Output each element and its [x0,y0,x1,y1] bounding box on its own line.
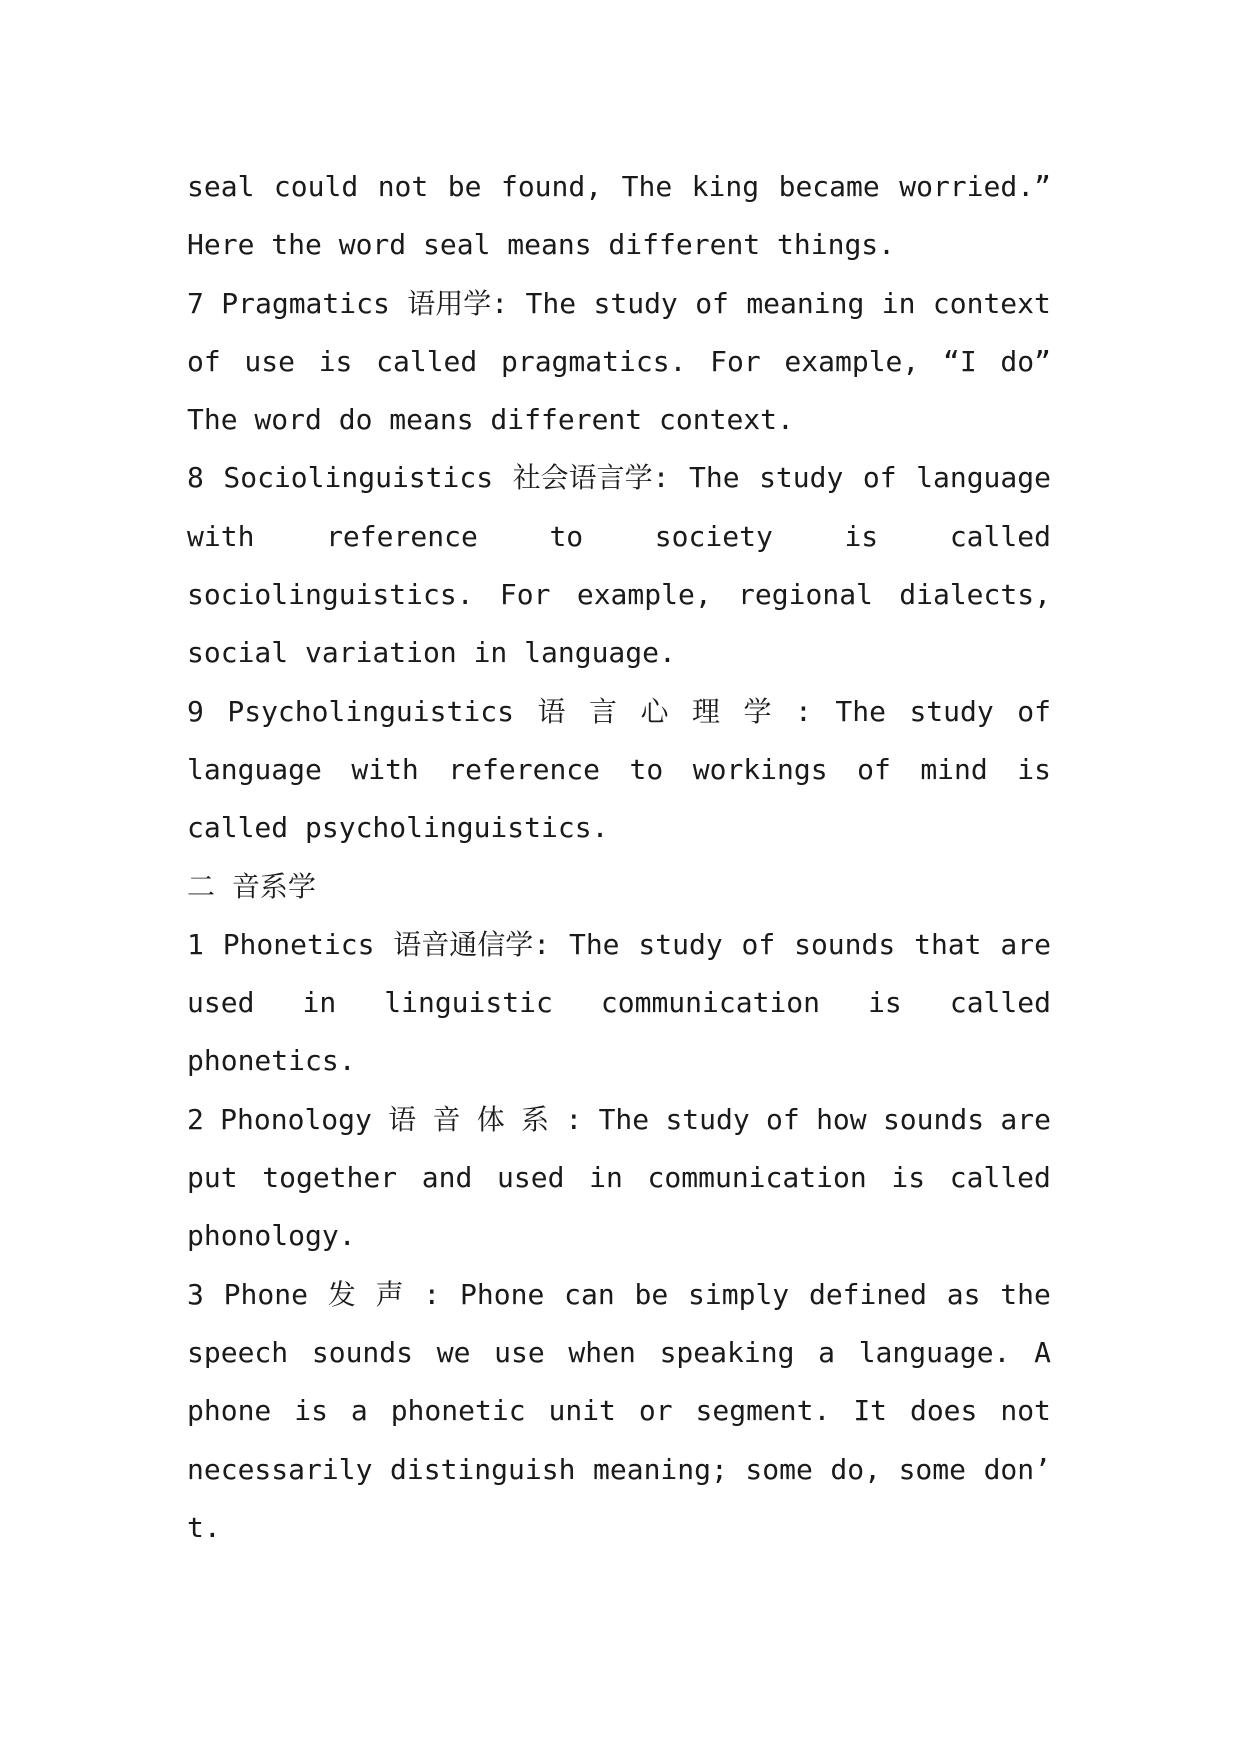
word: to [549,519,584,553]
text-line [187,683,1051,741]
word: some [898,1452,966,1486]
paragraph-phonetics [187,916,1051,1091]
word: study [593,286,678,320]
word: used [187,986,255,1020]
word: of [857,752,891,786]
word: study [665,1102,750,1136]
word: context [932,286,1051,320]
word: 9 [187,694,204,728]
word: meaning [746,286,865,320]
word: speaking [659,1335,795,1369]
word: sociolinguistics. [187,578,474,612]
text-line [187,566,1051,624]
word: society [654,519,773,553]
word: are [1000,1102,1051,1136]
word: called psycholinguistics. [187,811,609,845]
word: Phone [223,1277,308,1311]
word: be [634,1277,669,1311]
word: social variation in language. [187,636,676,670]
word: how [816,1102,867,1136]
word: regional [738,578,873,612]
word: 二 音系学 [187,869,316,903]
word: simply [688,1277,790,1311]
word: For [499,578,551,612]
word: mind [920,752,988,786]
word: : [565,1102,583,1136]
word: are [1000,927,1051,961]
word: distinguish [390,1452,576,1486]
word: a [818,1335,835,1369]
word: unit [548,1394,616,1428]
word: 发 [327,1277,356,1311]
word: the [1000,1277,1051,1311]
text-line [187,391,1051,449]
text-line [187,158,1051,216]
word: reference [326,519,478,553]
text-line [187,1441,1051,1499]
word: meaning; [593,1452,728,1486]
text-line [187,1207,1051,1265]
word: to [629,752,664,786]
word: is [844,519,879,553]
word: called [949,1161,1051,1195]
word: phonetic [390,1394,526,1428]
word: 学 [743,694,772,728]
word: The word do means different context. [187,403,794,437]
word: use [494,1335,545,1369]
word: Pragmatics [221,286,390,320]
word: example, [784,344,920,378]
word: study [759,461,844,495]
word: phonology. [187,1219,356,1253]
text-line [187,1266,1051,1324]
word: king [691,170,760,203]
word: sounds [794,927,896,961]
text-line [187,1324,1051,1382]
word: t. [187,1510,221,1544]
word: “I [942,344,977,378]
word: found, [500,170,603,203]
word: pragmatics. [500,344,687,378]
word: language [187,752,322,786]
word: as [946,1277,981,1311]
word: 系 [521,1102,550,1136]
text-line [187,799,1051,857]
word: is [294,1394,328,1428]
word: 语用学: [407,286,509,320]
word: example, [576,578,712,612]
text-line [187,1032,1051,1090]
word: do” [1000,344,1051,378]
word: 8 [187,461,204,495]
word: defined [808,1277,927,1311]
word: called [949,519,1051,553]
word: not [1000,1394,1051,1428]
word: is [891,1161,926,1195]
word: we [436,1335,471,1369]
word: workings [692,752,828,786]
word: and [421,1161,473,1195]
word: used [497,1161,565,1195]
text-line [187,858,1051,916]
word: segment. [695,1394,831,1428]
word: 语 [388,1102,417,1136]
word: 社会语言学: [512,461,670,495]
word: Phonology [220,1102,372,1136]
word: sounds [311,1335,414,1369]
word: Psycholinguistics [227,694,514,728]
word: a [350,1394,368,1428]
text-line [187,974,1051,1032]
text-line [187,216,1051,274]
word: of [741,927,776,961]
word: It [853,1394,888,1428]
word: necessarily [187,1452,373,1486]
word: speech [187,1335,289,1369]
word: 2 [187,1102,204,1136]
word: linguistic [384,986,553,1020]
word: The [835,694,886,728]
word: of [187,344,221,378]
word: or [638,1394,673,1428]
paragraph-heading-2 [187,858,1051,916]
text-line [187,449,1051,507]
paragraph-seal [187,158,1051,275]
word: dialects, [899,578,1051,612]
paragraph-psycholinguistics [187,683,1051,858]
word: phonetics. [187,1044,356,1078]
word: of [862,461,897,495]
word: called [376,344,478,378]
word: reference [448,752,601,786]
document-page [187,158,1051,1557]
word: of [766,1102,800,1136]
word: of [1017,694,1051,728]
word: study [909,694,994,728]
text-line [187,333,1051,391]
word: The [525,286,577,320]
text-line [187,1091,1051,1149]
word: The [568,927,620,961]
text-line [187,275,1051,333]
word: can [564,1277,615,1311]
word: communication [600,986,821,1020]
text-line [187,1149,1051,1207]
word: in [881,286,916,320]
word: Sociolinguistics [223,461,494,495]
word: in [302,986,337,1020]
word: seal [187,170,255,203]
word: is [318,344,353,378]
word: A [1034,1335,1051,1369]
word: don’ [983,1452,1051,1486]
word: The [598,1102,650,1136]
word: communication [647,1161,867,1195]
word: be [447,170,482,203]
paragraph-sociolinguistics [187,449,1051,682]
word: not [377,170,429,203]
word: worried.” [899,170,1051,203]
text-line [187,1499,1051,1557]
word: 言 [588,694,617,728]
text-line [187,741,1051,799]
word: called [949,986,1051,1020]
word: became [778,170,880,203]
word: 理 [691,694,720,728]
word: 心 [640,694,669,728]
text-line [187,916,1051,974]
word: 语 [537,694,566,728]
word: Phonetics [222,927,375,961]
paragraph-pragmatics [187,275,1051,450]
word: phone [187,1394,272,1428]
word: : [423,1277,441,1311]
word: sounds [882,1102,985,1136]
text-line [187,624,1051,682]
word: with [187,519,255,553]
word: Phone [460,1277,545,1311]
paragraph-phone [187,1266,1051,1557]
word: some [745,1452,813,1486]
word: language [916,461,1051,495]
word: For [710,344,761,378]
word: put [187,1161,238,1195]
word: that [914,927,982,961]
word: in [589,1161,623,1195]
word: The [688,461,740,495]
paragraph-phonology [187,1091,1051,1266]
word: 体 [476,1102,505,1136]
word: 音 [432,1102,461,1136]
word: when [568,1335,636,1369]
word: do, [830,1452,881,1486]
word: use [244,344,295,378]
word: does [909,1394,978,1428]
word: study [638,927,723,961]
word: Here the word seal means different things. [187,228,896,262]
word: is [868,986,902,1020]
word: 语音通信学: [393,927,551,961]
word: 声 [375,1277,404,1311]
word: 7 [187,286,204,320]
word: with [351,752,419,786]
text-line [187,508,1051,566]
word: : [795,694,812,728]
word: is [1017,752,1051,786]
word: together [262,1161,398,1195]
word: could [273,170,359,203]
text-line [187,1382,1051,1440]
word: 1 [187,927,204,961]
word: language. [858,1335,1011,1369]
word: 3 [187,1277,204,1311]
word: The [621,170,673,203]
word: of [695,286,729,320]
